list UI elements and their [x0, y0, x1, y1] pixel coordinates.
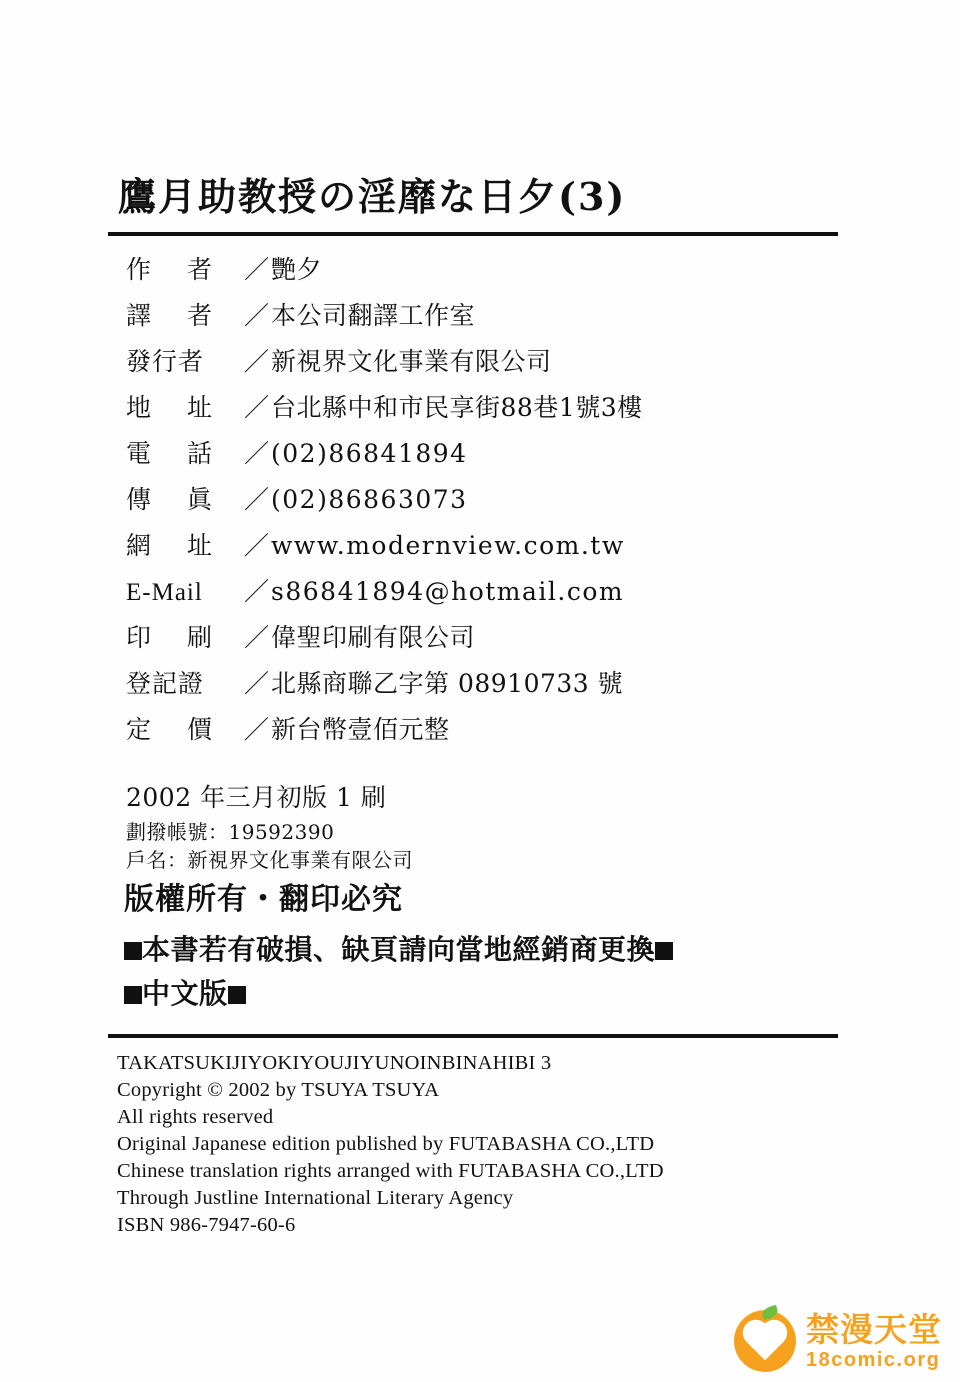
- colophon-separator: ／: [244, 623, 270, 652]
- colophon-row: [126, 250, 856, 296]
- translation-rights-line: Chinese translation rights arranged with FUTABASHA CO.,LTD: [117, 1160, 664, 1182]
- watermark-site-url: 18comic.org: [806, 1348, 941, 1371]
- original-edition-line: Original Japanese edition published by FUTABASHA CO.,LTD: [117, 1133, 655, 1155]
- colophon-value: 北縣商聯乙字第 08910733 號: [271, 669, 624, 698]
- colophon-row: [126, 434, 856, 480]
- colophon-row: [126, 618, 856, 664]
- colophon-label-email: E-Mail: [126, 579, 203, 606]
- square-marker-icon: [124, 986, 142, 1004]
- colophon-value: 台北縣中和市民享街88巷1號3樓: [271, 393, 643, 422]
- isbn-line: ISBN 986-7947-60-6: [117, 1214, 296, 1236]
- book-title-row: [118, 176, 842, 218]
- colophon-list: [126, 250, 856, 756]
- colophon-value: 偉聖印刷有限公司: [271, 623, 476, 652]
- square-marker-icon: [124, 942, 142, 960]
- colophon-label: 發行者: [126, 347, 205, 376]
- square-marker-icon: [228, 986, 246, 1004]
- account-holder-name: 戶名：新視界文化事業有限公司: [126, 848, 413, 872]
- page-title: 鷹月助教授の淫靡な日夕(3): [118, 174, 627, 219]
- remittance-account: 劃撥帳號：19592390: [126, 820, 335, 844]
- colophon-label: 印 刷: [126, 623, 213, 652]
- copyright-line: Copyright © 2002 by TSUYA TSUYA: [117, 1079, 440, 1101]
- colophon-label: 網 址: [126, 531, 213, 560]
- colophon-value: (02)86863073: [271, 485, 468, 514]
- chinese-edition-mark: [124, 972, 246, 1012]
- heart-icon: [747, 1324, 784, 1361]
- colophon-value: (02)86841894: [271, 439, 468, 468]
- square-marker-icon: [655, 942, 673, 960]
- damaged-copy-notice-text: 本書若有破損、缺頁請向當地經銷商更換: [142, 933, 656, 966]
- colophon-label: 定 價: [126, 715, 213, 744]
- edition-date: 2002 年三月初版 1 刷: [126, 783, 387, 812]
- site-watermark: [734, 1310, 942, 1372]
- copyright-statement: 版權所有・翻印必究: [124, 882, 403, 917]
- colophon-separator: ／: [244, 439, 270, 468]
- watermark-text: [806, 1309, 942, 1371]
- colophon-label: 登記證: [126, 669, 205, 698]
- colophon-label: 傳 眞: [126, 485, 213, 514]
- rights-reserved-line: All rights reserved: [117, 1106, 274, 1128]
- watermark-logo-icon: [734, 1310, 796, 1372]
- colophon-row: [126, 664, 856, 710]
- colophon-row: [126, 526, 856, 572]
- colophon-separator: ／: [244, 485, 270, 514]
- damaged-copy-notice: [124, 928, 673, 968]
- colophon-row: [126, 710, 856, 756]
- colophon-row: [126, 572, 856, 618]
- colophon-value: 新視界文化事業有限公司: [271, 347, 552, 376]
- colophon-row: [126, 296, 856, 342]
- colophon-value: 本公司翻譯工作室: [271, 301, 476, 330]
- colophon-separator: ／: [244, 347, 270, 376]
- colophon-label: 電 話: [126, 439, 213, 468]
- colophon-separator: ／: [244, 715, 270, 744]
- colophon-row: [126, 342, 856, 388]
- divider-top: [108, 232, 838, 236]
- agency-line: Through Justline International Literary Agency: [117, 1187, 514, 1209]
- colophon-separator: ／: [244, 531, 270, 560]
- colophon-value-email: s86841894@hotmail.com: [271, 577, 625, 606]
- watermark-site-name: 禁漫天堂: [806, 1309, 942, 1349]
- colophon-value: 艷夕: [271, 255, 323, 284]
- divider-bottom: [108, 1034, 838, 1038]
- colophon-row: [126, 480, 856, 526]
- colophon-value-website: www.modernview.com.tw: [271, 531, 625, 560]
- colophon-label: 作 者: [126, 255, 213, 284]
- colophon-value: 新台幣壹佰元整: [271, 715, 450, 744]
- colophon-separator: ／: [244, 577, 270, 606]
- colophon-separator: ／: [244, 301, 270, 330]
- romanized-title: TAKATSUKIJIYOKIYOUJIYUNOINBINAHIBI 3: [117, 1052, 552, 1074]
- colophon-label: 地 址: [126, 393, 213, 422]
- leaf-icon: [761, 1305, 780, 1320]
- colophon-label: 譯 者: [126, 301, 213, 330]
- colophon-separator: ／: [244, 669, 270, 698]
- chinese-edition-mark-text: 中文版: [142, 977, 228, 1010]
- colophon-separator: ／: [244, 255, 270, 284]
- colophon-separator: ／: [244, 393, 270, 422]
- latin-copyright-block: [117, 1050, 837, 1239]
- colophon-row: [126, 388, 856, 434]
